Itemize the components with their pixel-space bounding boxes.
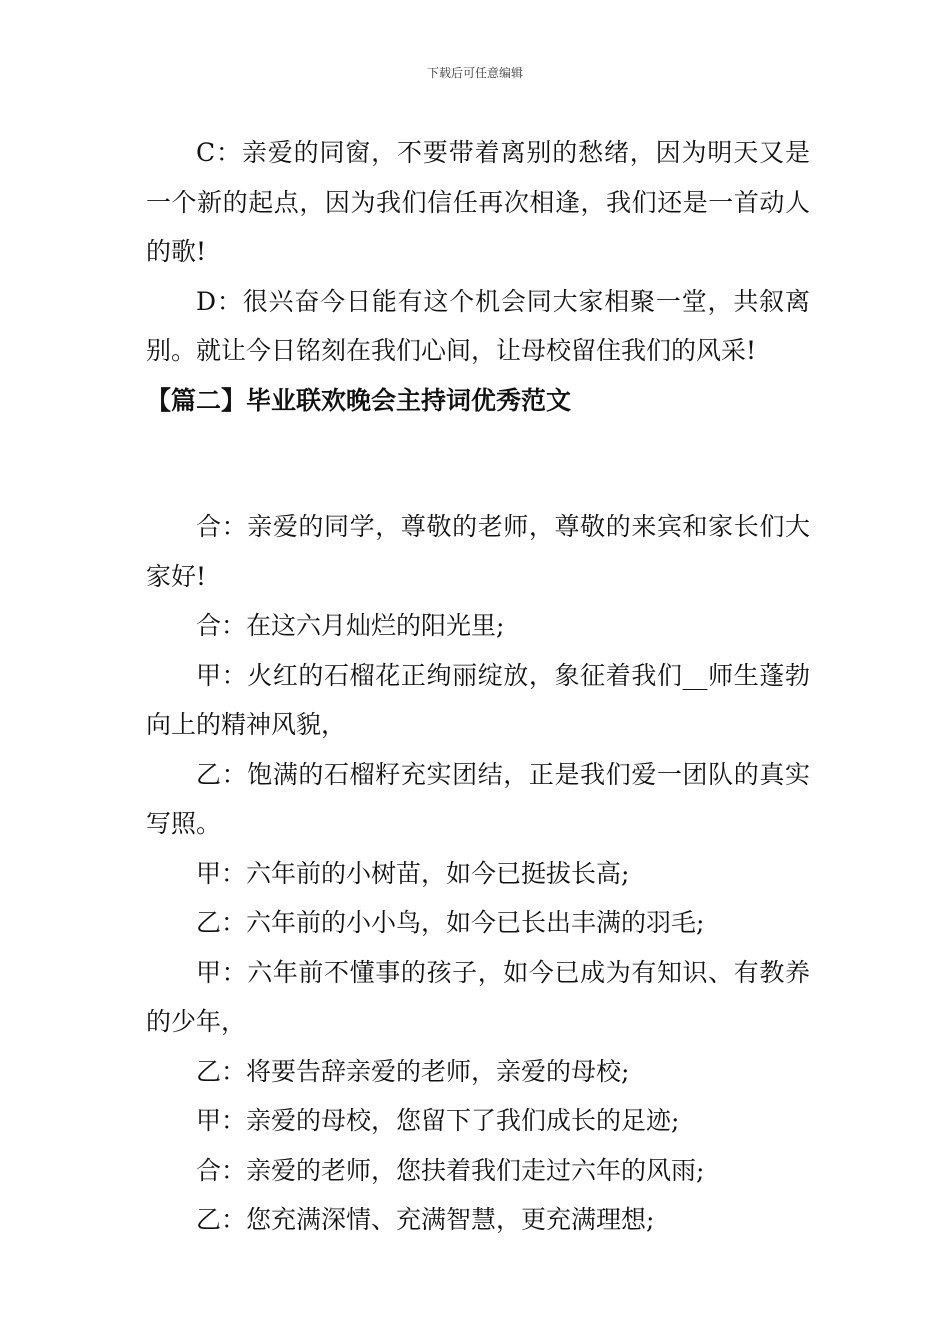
paragraph: 合：亲爱的老师，您扶着我们走过六年的风雨;	[196, 1155, 705, 1185]
paragraph: 甲：亲爱的母校，您留下了我们成长的足迹;	[196, 1106, 680, 1135]
paragraph: 甲：六年前不懂事的孩子，如今已成为有知识、有教养的少年，	[146, 957, 810, 1036]
page-header: 下载后可任意编辑	[426, 66, 523, 80]
paragraph: 乙：饱满的石榴籽充实团结，正是我们爱一团队的真实写照。	[146, 759, 810, 838]
paragraph-d: D：很兴奋今日能有这个机会同大家相聚一堂，共叙离别。就让今日铭刻在我们心间，让母校留住我们的风采!	[146, 286, 810, 365]
paragraph-c: C：亲爱的同窗，不要带着离别的愁绪，因为明天又是一个新的起点，因为我们信任再次相逢，我们还是一首动人的歌!	[146, 138, 810, 266]
section-spacer	[146, 425, 810, 502]
document-body	[146, 128, 810, 1245]
paragraph: 乙：六年前的小小鸟，如今已长出丰满的羽毛;	[196, 908, 705, 937]
paragraph: 合：在这六月灿烂的阳光里;	[196, 611, 505, 640]
paragraph: 甲：六年前的小树苗，如今已挺拔长高;	[196, 858, 630, 888]
paragraph: 乙：您充满深情、充满智慧，更充满理想;	[196, 1205, 655, 1234]
section-title: 【篇二】毕业联欢晚会主持词优秀范文	[146, 385, 572, 415]
paragraph: 乙：将要告辞亲爱的老师，亲爱的母校;	[196, 1056, 630, 1086]
paragraph: 甲：火红的石榴花正绚丽绽放，象征着我们__师生蓬勃向上的精神风貌，	[146, 660, 810, 739]
paragraph: 合：亲爱的同学，尊敬的老师，尊敬的来宾和家长们大家好!	[146, 512, 810, 591]
